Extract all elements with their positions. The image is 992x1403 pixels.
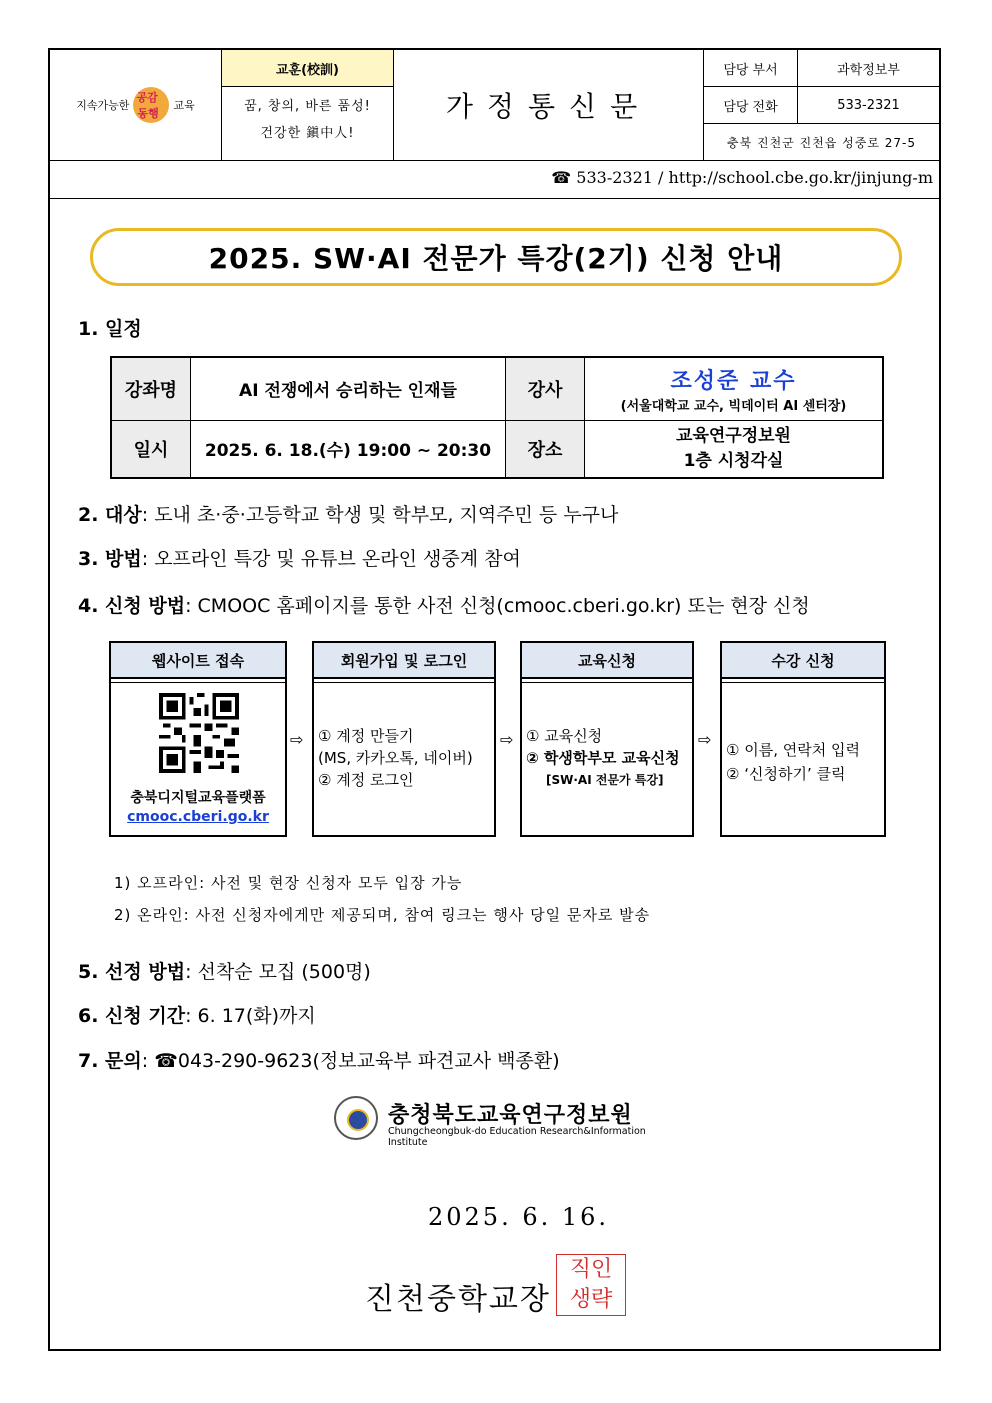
logo-text-top: 공감 <box>136 91 158 104</box>
school-slogan-logo <box>50 50 222 160</box>
step-4-line-1: ① 이름, 연락처 입력 <box>726 741 860 759</box>
stamp-line-1: 직인 <box>569 1257 613 1282</box>
arrow-right-icon: ⇨ <box>698 730 712 749</box>
place-line-1: 교육연구정보원 <box>676 425 791 446</box>
section-selection <box>78 957 371 984</box>
schedule-table <box>110 356 884 479</box>
logo-text-bottom: 동행 <box>137 107 159 120</box>
principal-name: 진천중학교장 <box>365 1282 551 1317</box>
step-2-line-1: ① 계정 만들기 <box>318 727 414 745</box>
phone-row <box>704 87 939 124</box>
step-3-line-3: [SW·AI 전문가 특강] <box>546 773 664 787</box>
step-4-title: 수강 신청 <box>722 643 884 679</box>
step-4-lines <box>726 738 860 786</box>
section-target <box>78 500 618 527</box>
document-title: 2025. SW·AI 전문가 특강(2기) 신청 안내 <box>90 228 902 286</box>
step-3-line-2: ② 학생학부모 교육신청 <box>526 749 680 767</box>
institute-name-en: Chungcheongbuk-do Education Research&Information Institute <box>388 1126 646 1148</box>
apply-body: : CMOOC 홈페이지를 통한 사전 신청(cmooc.cberi.go.kr) 또는 현장 신청 <box>185 595 810 617</box>
target-body: : 도내 초·중·고등학교 학생 및 학부모, 지역주민 등 누구나 <box>141 504 619 526</box>
step-4-line-2: ② ‘신청하기’ 클릭 <box>726 765 846 783</box>
header <box>50 50 939 161</box>
datetime-label: 일시 <box>111 420 191 478</box>
motto-title: 교훈(校訓) <box>222 50 393 87</box>
institute-name-kr: 충청북도교육연구정보원 <box>388 1103 633 1128</box>
period-body: : 6. 17(화)까지 <box>185 1005 316 1027</box>
step-3-line-1: ① 교육신청 <box>526 727 603 745</box>
note-offline: 1) 오프라인: 사전 및 현장 신청자 모두 입장 가능 <box>114 874 463 892</box>
target-heading: 2. 대상 <box>78 504 142 526</box>
section-schedule-heading: 1. 일정 <box>78 318 142 340</box>
logo-emblem-icon <box>133 87 169 123</box>
qr-code-icon[interactable] <box>159 693 239 773</box>
selection-heading: 5. 선정 방법 <box>78 961 186 983</box>
section-inquiry <box>78 1046 560 1073</box>
step-3-lines <box>526 725 680 791</box>
step-website-access <box>109 641 287 837</box>
issue-date: 2025. 6. 16. <box>428 1203 610 1231</box>
section-period <box>78 1001 316 1028</box>
school-address: 충북 진천군 진천읍 성중로 27-5 <box>726 135 916 150</box>
logo-text-left: 지속가능한 <box>76 99 130 112</box>
motto-line-1: 꿈, 창의, 바른 품성! <box>244 99 371 114</box>
place-line-2: 1층 시청각실 <box>683 450 784 471</box>
datetime-value: 2025. 6. 18.(수) 19:00 ~ 20:30 <box>191 420 506 478</box>
inquiry-body: : ☎043-290-9623(정보교육부 파견교사 백종환) <box>141 1050 560 1072</box>
section-apply <box>78 591 810 618</box>
contact-info-table <box>704 50 939 160</box>
platform-name: 충북디지털교육플랫폼 <box>130 790 266 806</box>
step-4-body <box>722 682 884 835</box>
step-1-body <box>111 682 285 835</box>
newsletter-title: 가정통신문 <box>394 50 704 160</box>
contact-line[interactable]: ☎ 533-2321 / http://school.cbe.go.kr/jinjung-m <box>551 168 933 187</box>
dept-row <box>704 50 939 87</box>
platform-link[interactable]: cmooc.cberi.go.kr <box>127 809 269 825</box>
step-2-line-3: ② 계정 로그인 <box>318 771 414 789</box>
divider <box>50 198 939 199</box>
arrow-right-icon: ⇨ <box>500 730 514 749</box>
course-value: AI 전쟁에서 승리하는 인재들 <box>191 357 506 420</box>
step-2-line-2: (MS, 카카오톡, 네이버) <box>318 749 473 767</box>
institute-logo <box>334 1096 674 1146</box>
dept-label: 담당 부서 <box>704 50 798 86</box>
course-label: 강좌명 <box>111 357 191 420</box>
official-stamp <box>556 1254 626 1316</box>
step-2-body <box>314 682 494 835</box>
place-cell <box>585 420 884 478</box>
section-method <box>78 544 521 571</box>
motto-line-2: 건강한 鎭中人! <box>260 126 355 141</box>
step-edu-apply <box>520 641 694 837</box>
step-1-title: 웹사이트 접속 <box>111 643 285 679</box>
period-heading: 6. 신청 기간 <box>78 1005 186 1027</box>
stamp-line-2: 생략 <box>569 1287 613 1312</box>
dept-value: 과학정보부 <box>837 62 900 78</box>
newsletter-page <box>48 48 941 1351</box>
method-body: : 오프라인 특강 및 유튜브 온라인 생중계 참여 <box>141 548 521 570</box>
logo-text-right: 교육 <box>173 99 195 112</box>
step-signup-login <box>312 641 496 837</box>
method-heading: 3. 방법 <box>78 548 142 570</box>
institute-seal-icon <box>334 1096 378 1140</box>
inquiry-heading: 7. 문의 <box>78 1050 142 1072</box>
lecturer-cell <box>585 357 884 420</box>
step-2-title: 회원가입 및 로그인 <box>314 643 494 679</box>
phone-value: 533-2321 <box>837 97 900 113</box>
step-course-register <box>720 641 886 837</box>
selection-body: : 선착순 모집 (500명) <box>185 961 371 983</box>
note-online: 2) 온라인: 사전 신청자에게만 제공되며, 참여 링크는 행사 당일 문자로 발송 <box>114 906 651 924</box>
school-motto <box>222 50 394 160</box>
lecturer-name: 조성준 교수 <box>670 368 797 394</box>
step-3-title: 교육신청 <box>522 643 692 679</box>
phone-label: 담당 전화 <box>704 87 798 123</box>
step-2-lines <box>318 725 473 791</box>
lecturer-affiliation: (서울대학교 교수, 빅데이터 AI 센터장) <box>620 398 847 414</box>
place-label: 장소 <box>506 420 585 478</box>
step-3-body <box>522 682 692 835</box>
arrow-right-icon: ⇨ <box>290 730 304 749</box>
apply-heading: 4. 신청 방법 <box>78 595 186 617</box>
lecturer-label: 강사 <box>506 357 585 420</box>
